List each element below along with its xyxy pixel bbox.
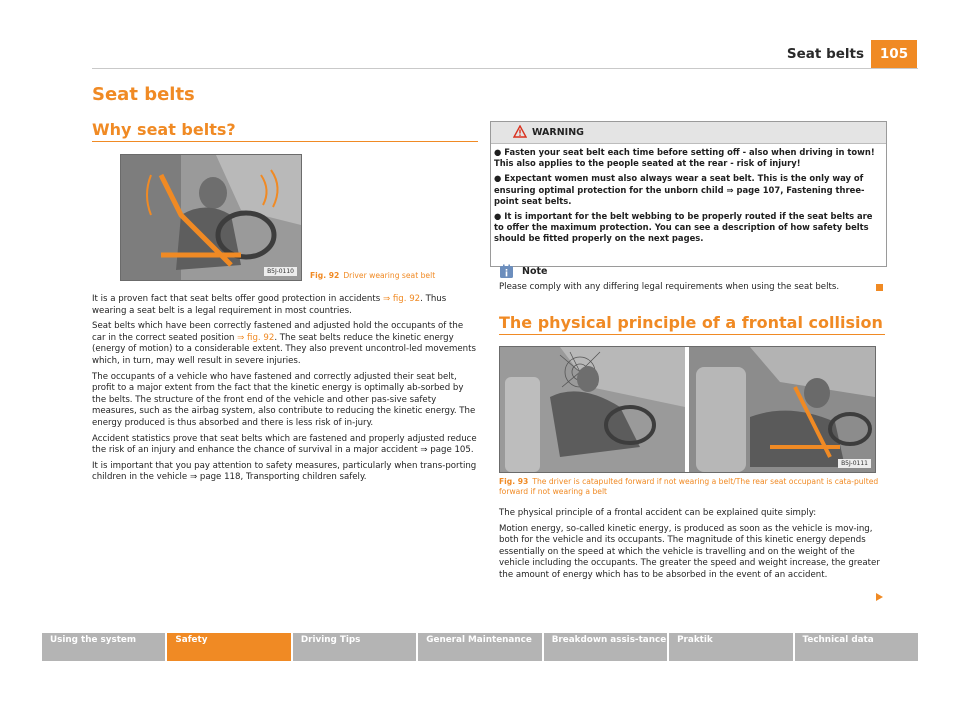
warning-item: ● Fasten your seat belt each time before setting off - also when driving in town! This also applies to the people seated at the rear - risk of injury! (494, 147, 875, 169)
figure-caption-93 (499, 477, 885, 497)
warning-label: WARNING (532, 127, 584, 138)
footer-chapter-nav (42, 633, 918, 661)
header-divider (92, 68, 918, 69)
note-text: Please comply with any differing legal requirements when using the seat belts. (499, 282, 840, 292)
note-label: Note (522, 266, 548, 277)
section-heading-why-seat-belts: Why seat belts? (92, 120, 236, 139)
right-body-text (499, 508, 885, 586)
nav-tab-praktik[interactable]: Praktik (669, 633, 792, 661)
warning-item: ● Expectant women must also always wear a seat belt. This is the only way of ensuring optimal protection for the unborn child ⇒ page 107, Fastening three-point seat belts. (494, 173, 865, 206)
paragraph: It is important that you pay attention to safety measures, particularly when trans-porting children in the vehicle ⇒ page 118, Transporting children safely. (92, 460, 477, 483)
page-number-badge: 105 (871, 40, 917, 68)
text: . Thus wearing a seat belt is a legal requirement in most countries. (92, 294, 447, 316)
paragraph: The physical principle of a frontal accident can be explained quite simply: (499, 508, 817, 518)
nav-tab-driving-tips[interactable]: Driving Tips (293, 633, 416, 661)
paragraph (92, 321, 478, 367)
running-header-title: Seat belts (786, 46, 864, 62)
figure-caption-number: Fig. 93 (499, 477, 529, 486)
chapter-title: Seat belts (92, 84, 195, 105)
figure-caption-text: The driver is catapulted forward if not wearing a belt/The rear seat occupant is cata-pulted forward if not wearing a belt (499, 477, 879, 496)
nav-tab-using-the-system[interactable]: Using the system (42, 633, 165, 661)
nav-tab-breakdown-assistance[interactable]: Breakdown assis-tance (544, 633, 667, 661)
continue-arrow-icon (876, 593, 883, 601)
paragraph: Accident statistics prove that seat belts which are fastened and properly adjusted reduce the risk of an injury and enhance the chance of survival in a major accident ⇒ page 105. (92, 433, 477, 456)
figure-link[interactable]: ⇒ fig. 92 (237, 332, 275, 343)
driver-seatbelt-illustration (121, 155, 301, 280)
frontal-collision-illustration (500, 347, 875, 472)
figure-frontal-collision (499, 346, 876, 473)
section-heading-frontal-collision: The physical principle of a frontal collision (499, 313, 883, 332)
warning-box (490, 121, 887, 267)
section-heading-rule (92, 141, 478, 142)
left-body-text (92, 294, 478, 488)
figure-link[interactable]: ⇒ fig. 92 (382, 294, 421, 304)
text: Seat belts which have been correctly fastened and adjusted hold the occupants of the car in the correct seated position (92, 321, 464, 343)
warning-item: ● It is important for the belt webbing to be properly routed if the seat belts are to offer the maximum protection. You can see a description of how safety belts should be fitted properly on the next pages. (494, 211, 873, 244)
nav-tab-safety[interactable]: Safety (167, 633, 290, 661)
paragraph: The occupants of a vehicle who have fastened and correctly adjusted their seat belt, profit to a major extent from the fact that the kinetic energy is optimally ab-sorbed by the belts. The structure of the front end of the vehicle and other pas-sive safety measures, such as the airbag system, also contribute to reducing the kinetic energy. The energy produced is thus absorbed and there is less risk of in-jury. (92, 371, 476, 428)
figure-caption-92 (310, 271, 480, 281)
figure-code: B5J-0111 (838, 459, 871, 468)
warning-triangle-icon (513, 125, 527, 138)
section-heading-rule (499, 334, 885, 335)
warning-header (491, 122, 886, 144)
figure-caption-text: Driver wearing seat belt (343, 271, 436, 280)
section-end-icon (876, 284, 883, 291)
nav-tab-general-maintenance[interactable]: General Maintenance (418, 633, 541, 661)
paragraph (92, 294, 478, 317)
note-info-icon (499, 264, 514, 279)
warning-list (494, 147, 880, 249)
text: . The seat belts reduce the kinetic energy (energy of motion) to a considerable extent. They also prevent uncontrol-led movements which, in turn, may well result in severe injuries. (92, 332, 476, 366)
text: It is a proven fact that seat belts offer good protection in accidents (92, 294, 383, 304)
nav-tab-technical-data[interactable]: Technical data (795, 633, 918, 661)
paragraph: Motion energy, so-called kinetic energy, is produced as soon as the vehicle is mov-ing, both for the vehicle and its occupants. The magnitude of this kinetic energy depends essentially on the speed at which the vehicle is travelling and on the weight of the vehicle including the occupants. The greater the speed and weight increase, the greater the amount of energy which has to be absorbed in the event of an accident. (499, 523, 880, 580)
figure-driver-seat-belt (120, 154, 302, 281)
figure-code: B5J-0110 (264, 267, 297, 276)
figure-caption-number: Fig. 92 (310, 271, 340, 280)
